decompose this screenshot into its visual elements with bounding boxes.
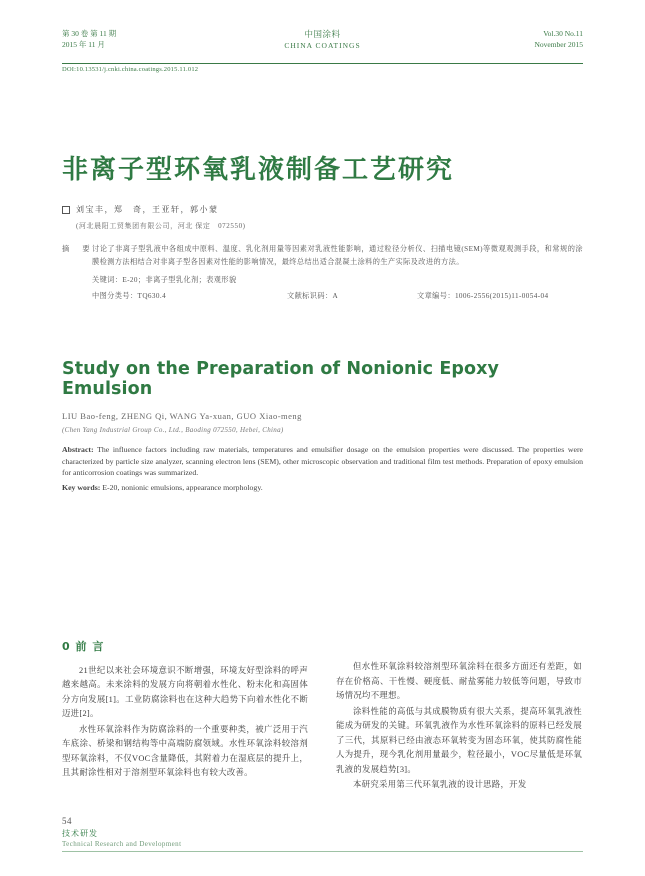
journal-title-cn: 中国涂料 xyxy=(304,29,341,39)
article-title-cn: 非离子型环氧乳液制备工艺研究 xyxy=(62,155,455,185)
keywords-en xyxy=(62,482,583,494)
bullet-square-icon xyxy=(62,206,70,214)
keywords-cn: 关键词：E-20；非离子型乳化剂；表观形貌 xyxy=(92,276,237,284)
running-head xyxy=(62,28,583,62)
article-id: 文章编号：1006-2556(2015)11-0054-04 xyxy=(417,292,549,300)
page-content xyxy=(62,28,583,848)
abstract-cn xyxy=(62,243,583,268)
affiliation-en: (Chen Yang Industrial Group Co., Ltd., Baoding 072550, Hebei, China) xyxy=(62,426,284,434)
affiliation-cn: (河北晨阳工贸集团有限公司，河北 保定 072550) xyxy=(76,222,246,230)
footer-section-en: Technical Research and Development xyxy=(62,840,182,848)
clc-number: 中图分类号：TQ630.4 xyxy=(92,292,167,300)
doi-line: DOI:10.13531/j.cnki.china.coatings.2015.11.012 xyxy=(62,66,199,73)
column-right xyxy=(336,640,582,793)
column-right-spacer xyxy=(336,640,582,660)
authors-en: LIU Bao-feng, ZHENG Qi, WANG Ya-xuan, GUO Xiao-meng xyxy=(62,411,302,421)
page-footer xyxy=(62,816,583,852)
abstract-en-label: Abstract: xyxy=(62,445,94,454)
header-divider xyxy=(62,63,583,64)
running-head-center xyxy=(62,28,583,52)
section-heading xyxy=(62,640,308,655)
abstract-en-text: The influence factors including raw materials, temperatures and emulsifier dosage on the emulsion properties were discussed. The properties were characterized by particle size analyzer, scanning electron lens (SEM), other microscopic observation and traditional film test methods. Preparation of epoxy emulsion for anticorrosion coatings was summarized. xyxy=(62,445,584,477)
keywords-en-text: E-20, nonionic emulsions, appearance morphology. xyxy=(102,482,263,492)
two-column-layout xyxy=(62,640,583,793)
paragraph: 涂料性能的高低与其成膜物质有很大关系，提高环氧乳液性能成为研发的关键。环氧乳液作为水性环氧涂料的原料已经发展了三代，其原料已经由液态环氧转变为固态环氧，使其防腐性能人为提升，现今乳化剂用量最少，粒径最小，VOC尽量低是环氧乳液的发展趋势[3]。 xyxy=(336,706,582,774)
volume-issue: 第 30 卷 第 11 期 xyxy=(62,29,117,38)
footer-section-cn: 技术研发 xyxy=(62,829,98,838)
paragraph: 21世纪以来社会环境意识不断增强，环境友好型涂料的呼声越来越高。未来涂料的发展方向将朝着水性化、粉末化和高固体分方向发展[1]。工业防腐涂料也在这种大趋势下向着水性化不断迈进[2]。 xyxy=(62,665,308,718)
keywords-en-label: Key words: xyxy=(62,482,101,492)
footer-divider xyxy=(62,851,583,852)
article-body xyxy=(62,640,583,793)
abstract-cn-text: 讨论了非离子型乳液中各组成中原料、温度、乳化剂用量等因素对乳液性能影响，通过粒径分析仪、扫描电镜(SEM)等微观观测手段，和常规的涂膜检测方法相结合对非离子型各因素对性能的影响情况，最终总结出适合混凝土涂料的生产实际及改进的方法。 xyxy=(92,245,583,266)
abstract-en xyxy=(62,444,583,479)
paragraph: 但水性环氧涂料较溶剂型环氧涂料在很多方面还有差距，如存在价格高、干性慢、硬度低、耐盐雾能力较低等问题，导致市场情况均不理想。 xyxy=(336,662,582,700)
authors-cn-names: 刘宝丰，郑 奇，王亚轩，郭小蒙 xyxy=(76,205,219,214)
column-left xyxy=(62,640,308,793)
page-number: 54 xyxy=(62,816,72,826)
running-head-right xyxy=(534,28,583,50)
paragraph: 本研究采用第三代环氧乳液的设计思路，开发 xyxy=(353,780,527,789)
classification-codes xyxy=(62,291,583,303)
volume-issue-en: Vol.30 No.11 xyxy=(543,29,583,38)
paragraph: 水性环氧涂料作为防腐涂料的一个重要种类，被广泛用于汽车底涂、桥梁和钢结构等中高端防腐领域。水性环氧涂料较溶剂型环氧涂料，不仅VOC含量降低，其附着力在湿底层的提升上，且其耐涂性相对于溶剂型环氧涂料也有较大改善。 xyxy=(62,724,308,777)
article-title-en: Study on the Preparation of Nonionic Epoxy Emulsion xyxy=(62,359,500,399)
abstract-cn-label: 摘 要 xyxy=(62,245,93,253)
section-title: 前 言 xyxy=(75,640,105,653)
section-number: 0 xyxy=(62,640,71,653)
journal-title-en: CHINA COATINGS xyxy=(284,41,361,50)
issue-date-en: November 2015 xyxy=(534,40,583,49)
issue-date-cn: 2015 年 11 月 xyxy=(62,40,105,49)
authors-cn xyxy=(62,204,583,215)
document-code: 文献标识码：A xyxy=(287,292,339,300)
